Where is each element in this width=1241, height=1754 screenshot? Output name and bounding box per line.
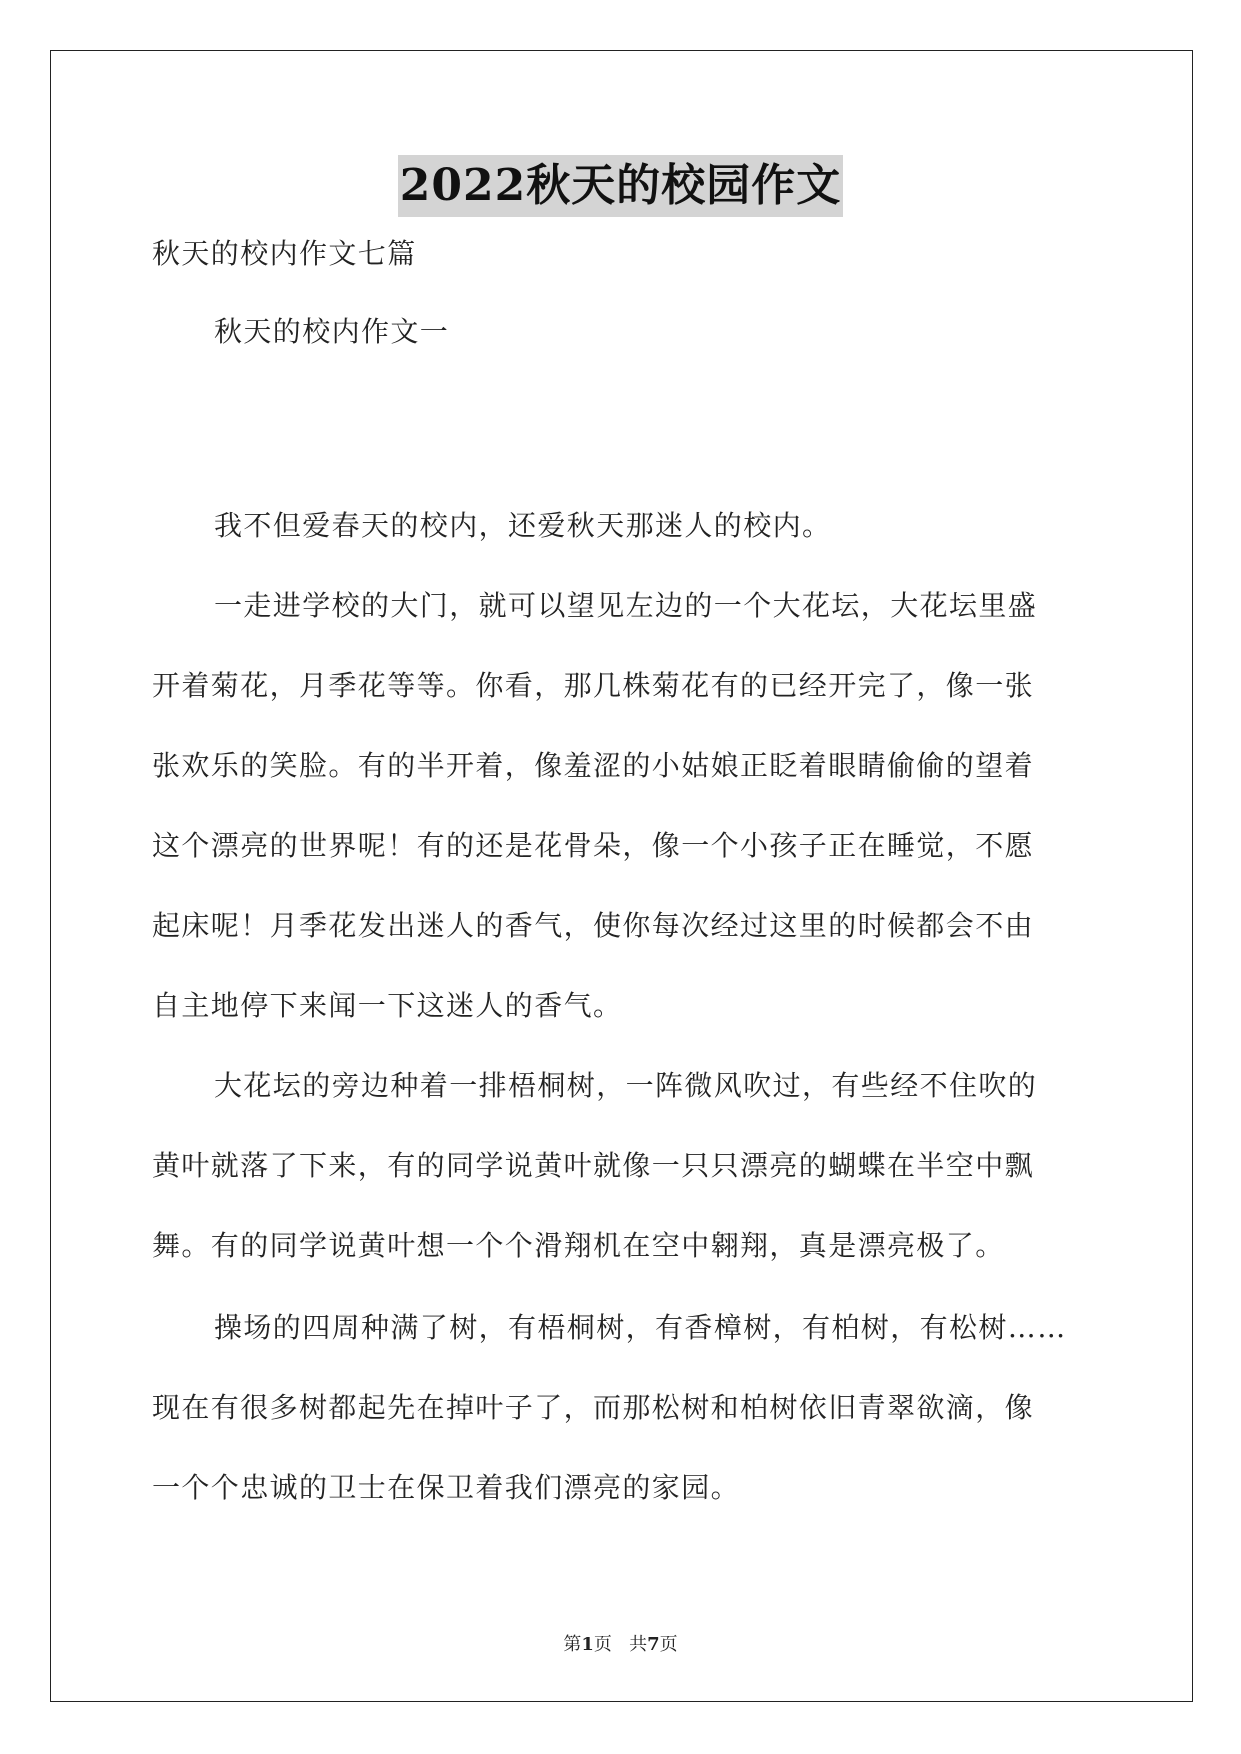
paragraph-2-line-4: 这个漂亮的世界呢！有的还是花骨朵，像一个小孩子正在睡觉，不愿: [152, 829, 1035, 862]
paragraph-2-line-1: 一走进学校的大门，就可以望见左边的一个大花坛，大花坛里盛: [214, 589, 1038, 622]
paragraph-3-line-1: 大花坛的旁边种着一排梧桐树，一阵微风吹过，有些经不住吹的: [214, 1069, 1038, 1102]
section-heading: 秋天的校内作文一: [214, 315, 450, 348]
paragraph-3-line-3: 舞。有的同学说黄叶想一个个滑翔机在空中翱翔，真是漂亮极了。: [152, 1229, 1005, 1262]
paragraph-4-line-2: 现在有很多树都起先在掉叶子了，而那松树和柏树依旧青翠欲滴，像: [152, 1391, 1035, 1424]
footer-total-prefix: 共: [629, 1634, 648, 1655]
footer-page-suffix: 页: [593, 1634, 612, 1655]
footer-total-suffix: 页: [659, 1634, 678, 1655]
page-border: [50, 50, 1193, 1702]
paragraph-1-line-1: 我不但爱春天的校内，还爱秋天那迷人的校内。: [214, 509, 832, 542]
paragraph-2-line-6: 自主地停下来闻一下这迷人的香气。: [152, 989, 623, 1022]
footer-total-pages: 7: [647, 1634, 660, 1655]
paragraph-3-line-2: 黄叶就落了下来，有的同学说黄叶就像一只只漂亮的蝴蝶在半空中飘: [152, 1149, 1035, 1182]
footer-prefix: 第: [563, 1634, 582, 1655]
paragraph-2-line-5: 起床呢！月季花发出迷人的香气，使你每次经过这里的时候都会不由: [152, 909, 1035, 942]
paragraph-4-line-1: 操场的四周种满了树，有梧桐树，有香樟树，有柏树，有松树……: [214, 1311, 1067, 1344]
document-subtitle: 秋天的校内作文七篇: [152, 237, 417, 270]
paragraph-2-line-3: 张欢乐的笑脸。有的半开着，像羞涩的小姑娘正眨着眼睛偷偷的望着: [152, 749, 1035, 782]
document-title: 2022秋天的校园作文: [398, 155, 843, 217]
paragraph-4-line-3: 一个个忠诚的卫士在保卫着我们漂亮的家园。: [152, 1471, 741, 1504]
paragraph-2-line-2: 开着菊花，月季花等等。你看，那几株菊花有的已经开完了，像一张: [152, 669, 1035, 702]
page-footer: [0, 1630, 1241, 1656]
footer-page-number: 1: [581, 1634, 594, 1655]
title-container: [0, 155, 1241, 217]
